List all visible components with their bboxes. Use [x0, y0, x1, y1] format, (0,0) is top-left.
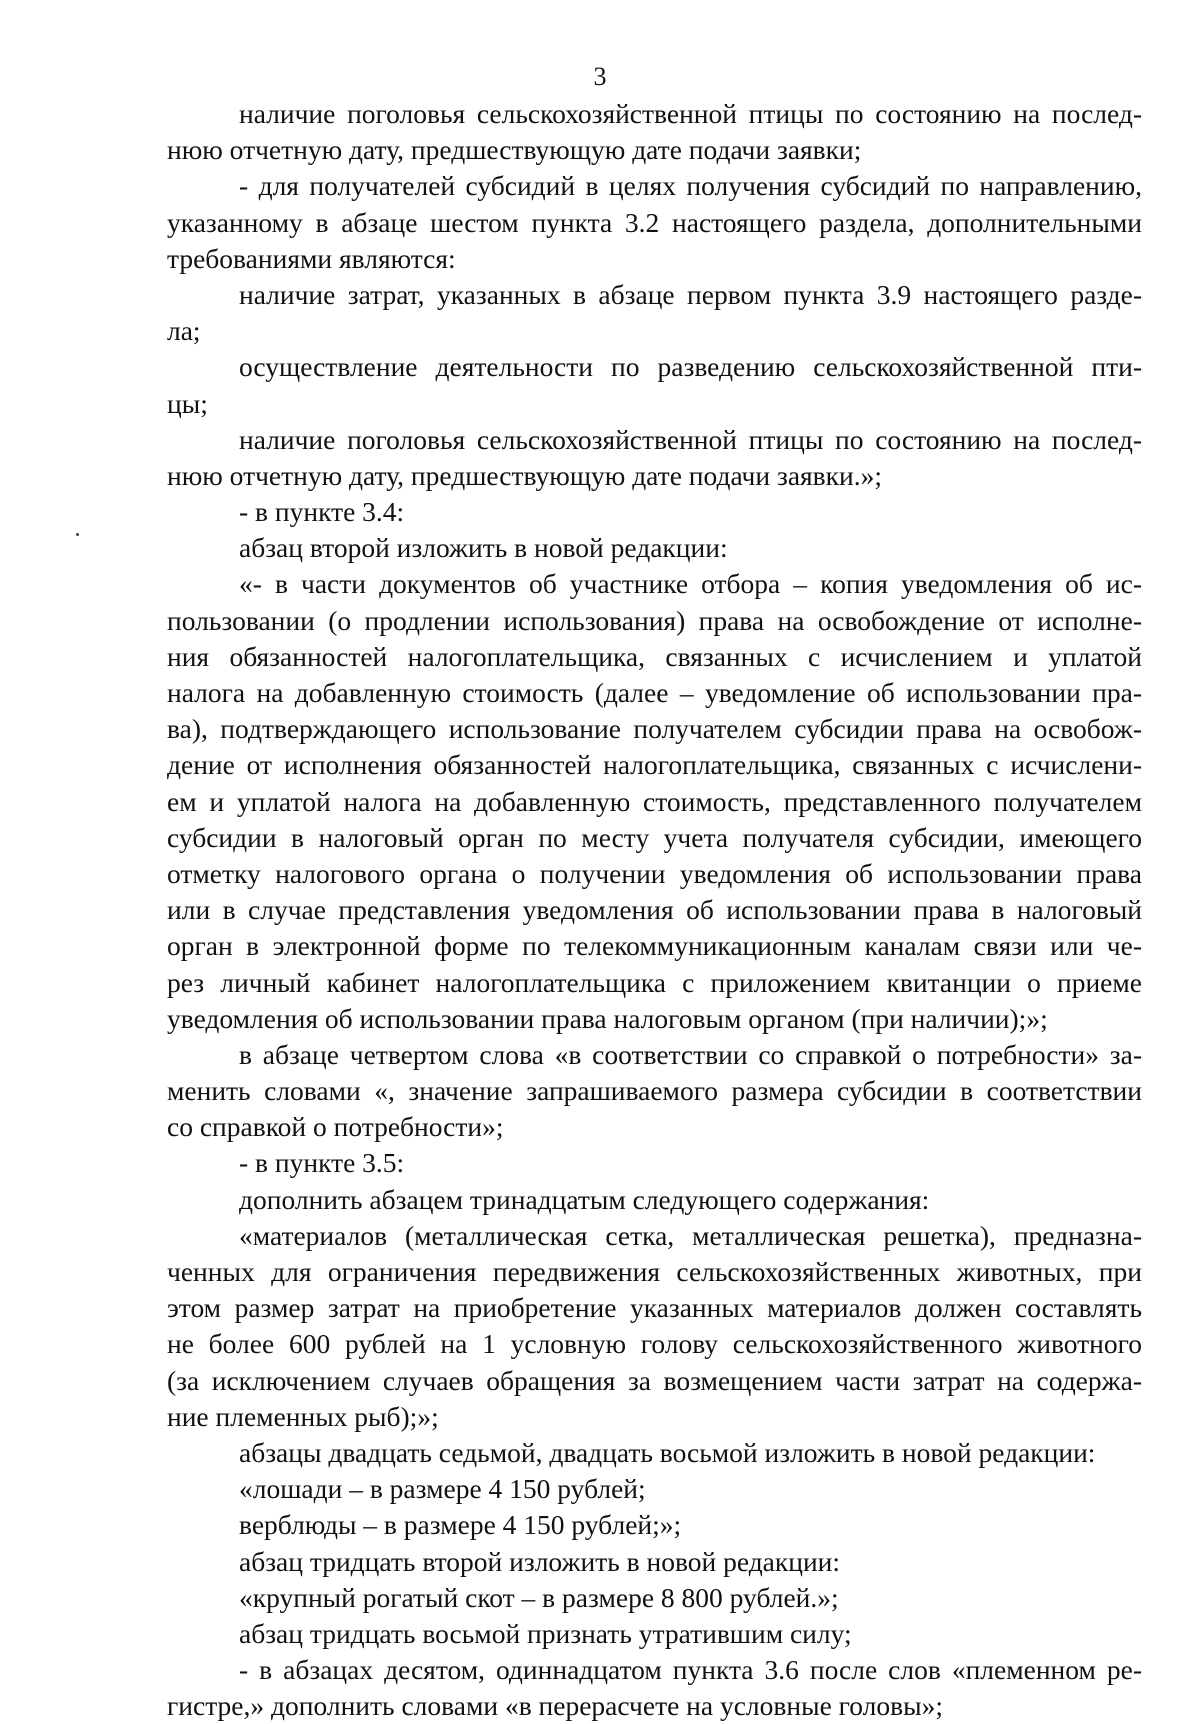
text-line: нюю отчетную дату, предшествующую дате подачи заявки; [167, 134, 862, 166]
text-line: не более 600 рублей на 1 условную голову сельскохозяйственного животного [167, 1328, 1142, 1360]
text-line: нюю отчетную дату, предшествующую дате подачи заявки.»; [167, 459, 883, 491]
text-line: в абзаце четвертом слова «в соответствии со справкой о потребности» за- [239, 1038, 1142, 1070]
text-line: абзац второй изложить в новой редакции: [239, 532, 728, 564]
text-line: осуществление деятельности по разведению сельскохозяйственной пти- [239, 351, 1142, 383]
text-line: абзац тридцать восьмой признать утратившим силу; [239, 1617, 852, 1649]
text-line: гистре,» дополнить словами «в перерасчете на условные головы»; [167, 1690, 943, 1722]
text-line: - в пункте 3.5: [239, 1147, 405, 1179]
text-line: дение от исполнения обязанностей налогоплательщика, связанных с исчислени- [167, 749, 1142, 781]
scan-speck [76, 533, 79, 536]
text-line: - для получателей субсидий в целях получения субсидий по направлению, [239, 170, 1142, 202]
text-line: наличие поголовья сельскохозяйственной птицы по состоянию на послед- [239, 423, 1142, 455]
text-line: уведомления об использовании права налоговым органом (при наличии);»; [167, 1002, 1048, 1034]
text-line: ем и уплатой налога на добавленную стоимость, представленного получателем [167, 785, 1142, 817]
text-line: указанному в абзаце шестом пункта 3.2 настоящего раздела, дополнительными [167, 206, 1142, 238]
text-line: налога на добавленную стоимость (далее – уведомление об использовании пра- [167, 677, 1142, 708]
text-line: - в пункте 3.4: [239, 496, 405, 528]
document-body [167, 96, 1142, 1724]
text-line: отметку налогового органа о получении уведомления об использовании права [167, 857, 1142, 889]
text-line: «крупный рогатый скот – в размере 8 800 рублей.»; [239, 1581, 839, 1613]
text-line: верблюды – в размере 4 150 рублей;»; [239, 1509, 682, 1541]
text-line: «- в части документов об участнике отбора – копия уведомления об ис- [239, 568, 1142, 600]
text-line: (за исключением случаев обращения за возмещением части затрат на содержа- [167, 1364, 1142, 1396]
text-line: - в абзацах десятом, одиннадцатом пункта 3.6 после слов «племенном ре- [239, 1654, 1142, 1686]
text-line: ла; [167, 315, 201, 347]
text-line: абзац тридцать второй изложить в новой редакции: [239, 1545, 841, 1577]
text-line: наличие поголовья сельскохозяйственной птицы по состоянию на послед- [239, 98, 1142, 129]
text-line: субсидии в налоговый орган по месту учета получателя субсидии, имеющего [167, 821, 1142, 853]
text-line: наличие затрат, указанных в абзаце первом пункта 3.9 настоящего разде- [239, 278, 1142, 310]
text-line: ва), подтверждающего использование получателем субсидии права на освобож- [167, 713, 1142, 745]
text-line: «лошади – в размере 4 150 рублей; [239, 1473, 646, 1505]
text-line: или в случае представления уведомления об использовании права в налоговый [167, 894, 1142, 926]
text-line: цы; [167, 387, 208, 419]
text-line: рез личный кабинет налогоплательщика с приложением квитанции о приеме [167, 966, 1142, 998]
page-number: 3 [593, 62, 607, 91]
text-line: «материалов (металлическая сетка, металлическая решетка), предназна- [239, 1219, 1142, 1251]
text-line: этом размер затрат на приобретение указанных материалов должен составлять [167, 1292, 1142, 1324]
text-line: орган в электронной форме по телекоммуникационным каналам связи или че- [167, 930, 1142, 962]
text-line: пользовании (о продлении использования) права на освобождение от исполне- [167, 604, 1142, 636]
text-line: дополнить абзацем тринадцатым следующего содержания: [239, 1183, 930, 1215]
text-line: абзацы двадцать седьмой, двадцать восьмой изложить в новой редакции: [239, 1436, 1096, 1468]
text-line: требованиями являются: [167, 242, 456, 274]
text-line: ния обязанностей налогоплательщика, связанных с исчислением и уплатой [167, 640, 1142, 672]
text-line: ние племенных рыб);»; [167, 1400, 439, 1432]
text-line: со справкой о потребности»; [167, 1111, 504, 1143]
text-line: менить словами «, значение запрашиваемого размера субсидии в соответствии [167, 1075, 1142, 1107]
text-line: ченных для ограничения передвижения сельскохозяйственных животных, при [167, 1256, 1142, 1287]
